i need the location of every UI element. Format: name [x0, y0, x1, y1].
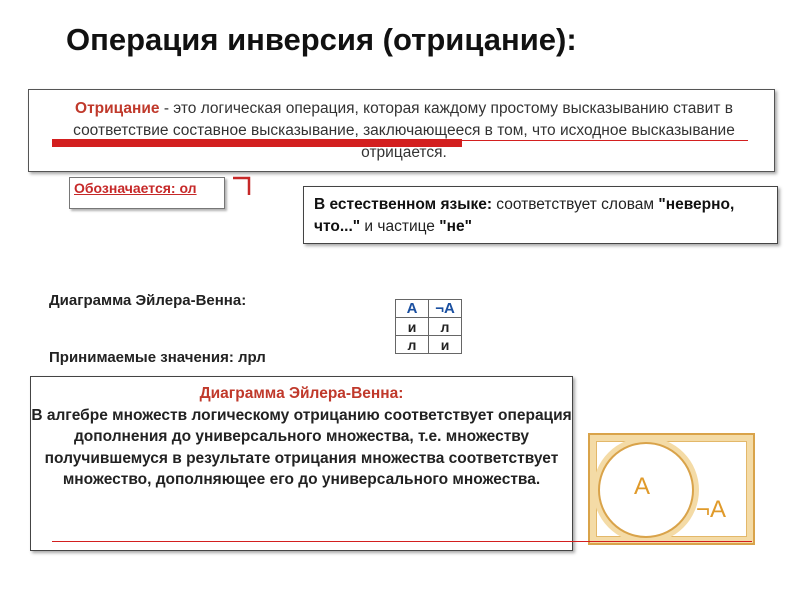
values-label: Принимаемые значения: лрл — [49, 349, 266, 366]
truth-table-cell: л — [429, 318, 462, 336]
definition-body: - это логическая операция, которая каждому простому высказыванию ставит в соответствие составное высказывание, заключающееся в том, что исходное высказывание отрицается. — [73, 100, 735, 161]
truth-table-row — [396, 336, 462, 354]
truth-table-cell: л — [396, 336, 429, 354]
negation-symbol-icon — [232, 174, 252, 196]
truth-table-header-row — [396, 300, 462, 318]
natural-language-particle: "не" — [439, 218, 472, 235]
venn-set-label: А — [634, 473, 651, 500]
venn-complement-label: ¬А — [696, 496, 727, 523]
venn-diagram-label: Диаграмма Эйлера-Венна: — [49, 292, 247, 309]
natural-language-text2: и частице — [360, 218, 440, 235]
definition-term: Отрицание — [75, 100, 160, 117]
venn-explanation-text — [30, 383, 573, 491]
truth-table-cell: и — [429, 336, 462, 354]
venn-explanation-body: В алгебре множеств логическому отрицанию соответствует операция дополнения до универсального множества, т.е. множеству получившемуся в результате отрицания множества соответствует множество, дополняющее его до универсального множества. — [31, 406, 572, 488]
truth-table-header-a: А — [396, 300, 429, 318]
definition-text — [34, 98, 774, 164]
page-title: Операция инверсия (отрицание): — [66, 22, 577, 57]
bottom-red-line — [52, 541, 752, 542]
venn-explanation-title: Диаграмма Эйлера-Венна: — [199, 385, 404, 402]
truth-table-row — [396, 318, 462, 336]
truth-table — [395, 299, 462, 354]
truth-table-cell: и — [396, 318, 429, 336]
natural-language-text: соответствует словам — [492, 196, 659, 213]
notation-box: Обозначается: ол — [69, 177, 225, 209]
natural-language-prefix: В естественном языке: — [314, 196, 492, 213]
natural-language-phrase: "неверно, что..." — [314, 196, 735, 235]
natural-language-box — [303, 186, 778, 244]
truth-table-header-not-a: ¬А — [429, 300, 462, 318]
